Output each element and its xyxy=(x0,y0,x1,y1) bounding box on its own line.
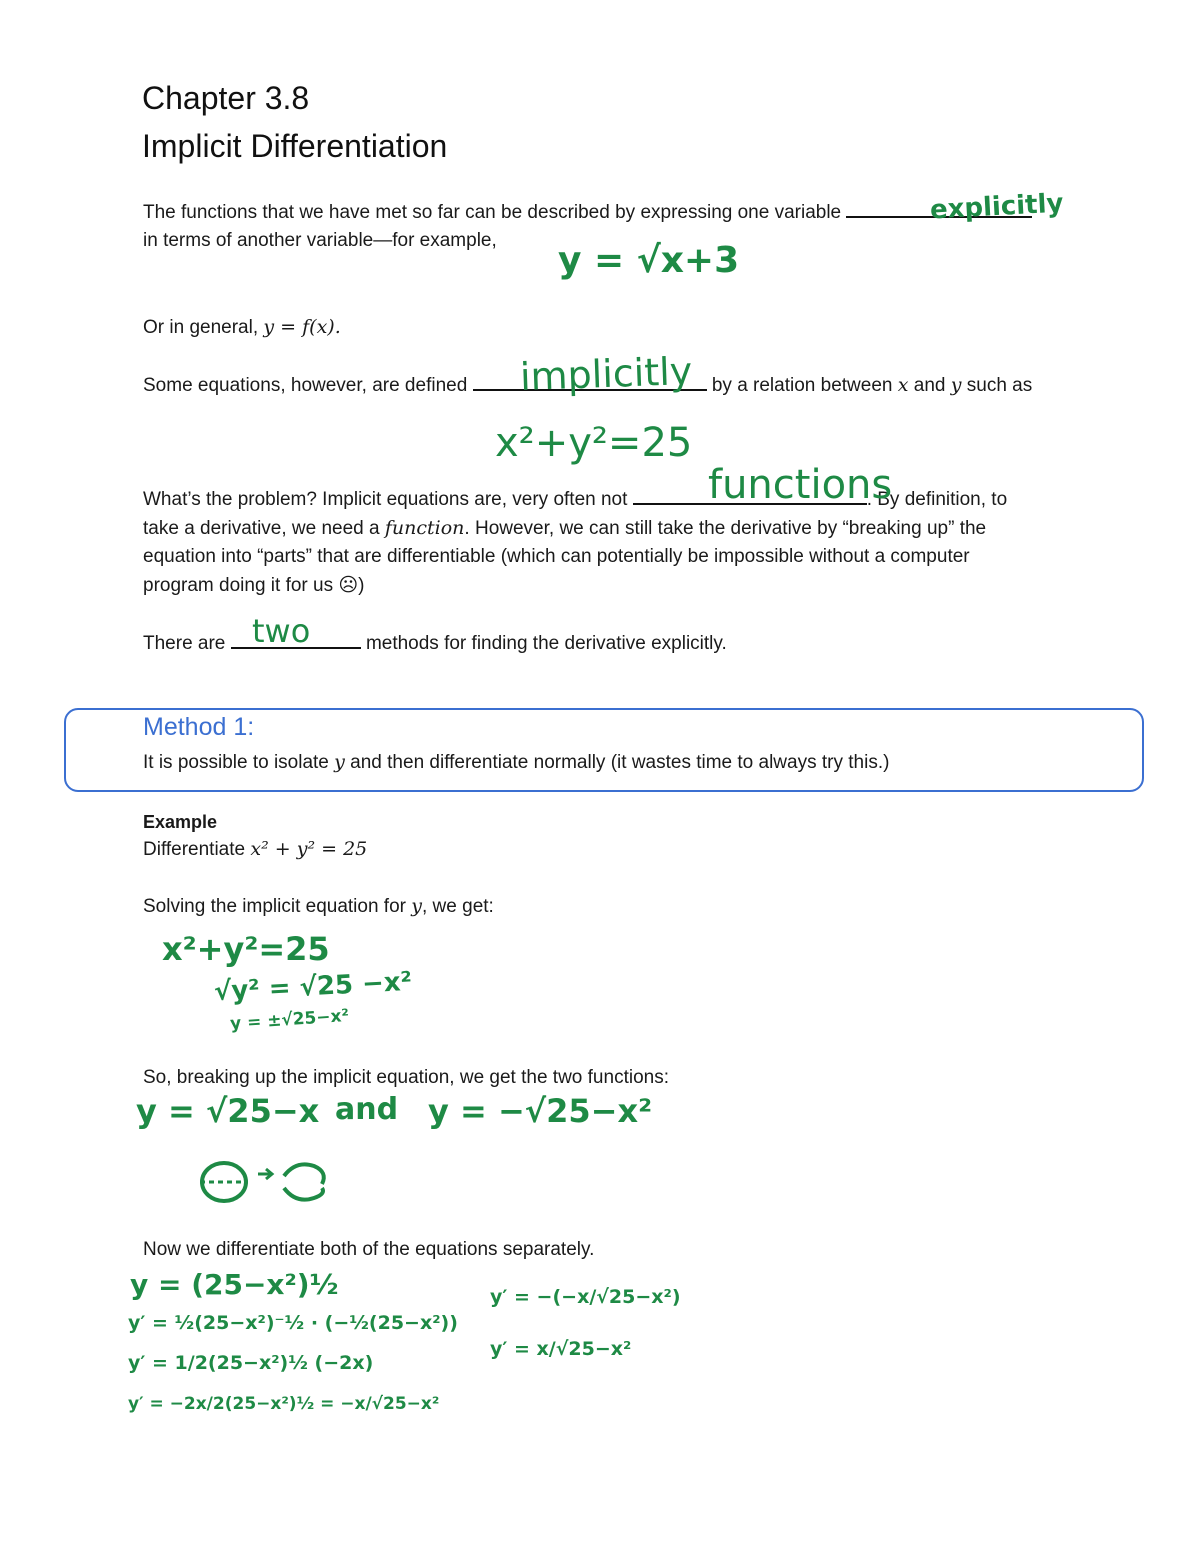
solving-line xyxy=(143,892,494,921)
chapter-title: Chapter 3.8 xyxy=(142,80,310,116)
hw-solve-step-1: x²+y²=25 xyxy=(162,930,330,968)
method-1-text-b: and then differentiate normally (it wastes time to always try this.) xyxy=(350,752,890,773)
problem-function-emphasis: function xyxy=(384,517,465,539)
general-formula: y = f(x). xyxy=(263,316,341,338)
hw-derivative-step-4: y′ = −2x/2(25−x²)½ = −x/√25−x² xyxy=(128,1394,440,1414)
implicit-suffix-2: such as xyxy=(966,375,1033,396)
method-1-text-a: It is possible to isolate xyxy=(143,752,329,773)
problem-line-3: equation into “parts” that are differentiable (which can potentially be impossible without a computer xyxy=(143,546,970,567)
solving-text-b: , we get: xyxy=(422,896,494,917)
method-1-var: y xyxy=(334,751,345,773)
solving-var: y xyxy=(411,895,422,917)
hw-function-2: y = −√25−x² xyxy=(428,1092,653,1130)
and-word: and xyxy=(913,375,946,396)
hw-derivative-step-1: y = (25−x²)½ xyxy=(130,1268,339,1301)
implicit-suffix-1: by a relation between xyxy=(711,375,893,396)
intro-line-2: in terms of another variable—for example, xyxy=(143,230,497,251)
hw-derivative-step-3: y′ = 1/2(25−x²)½ (−2x) xyxy=(128,1352,374,1374)
problem-line-2b: . However, we can still take the derivative by “breaking up” the xyxy=(464,518,987,539)
hw-derivative-right-1: y′ = −(−x/√25−x²) xyxy=(490,1286,681,1308)
problem-prefix: What’s the problem? Implicit equations are, very often not xyxy=(143,489,628,510)
problem-line-4: program doing it for us ☹) xyxy=(143,575,365,596)
topic-title: Implicit Differentiation xyxy=(142,128,448,164)
problem-line-2a: take a derivative, we need a xyxy=(143,518,380,539)
var-x: x xyxy=(897,374,909,396)
intro-line-1 xyxy=(143,198,1032,227)
method-1-text xyxy=(143,748,889,777)
example-label: Example xyxy=(143,812,218,832)
hw-solve-step-2: √y² = √25 −x² xyxy=(213,966,413,1008)
handwritten-circle-equation: x²+y²=25 xyxy=(495,420,693,466)
implicit-prefix: Some equations, however, are defined xyxy=(143,375,468,396)
now-line: Now we differentiate both of the equations separately. xyxy=(143,1239,595,1260)
hw-and: and xyxy=(335,1092,399,1127)
hw-circle-split-sketch xyxy=(196,1156,336,1208)
handwritten-sqrt-example: y = √x+3 xyxy=(558,240,740,281)
intro-text-1: The functions that we have met so far can be described by expressing one variable xyxy=(143,202,842,223)
breaking-line: So, breaking up the implicit equation, we get the two functions: xyxy=(143,1067,669,1088)
hw-derivative-right-2: y′ = x/√25−x² xyxy=(490,1338,632,1360)
solving-text-a: Solving the implicit equation for xyxy=(143,896,406,917)
example-prompt: Differentiate xyxy=(143,839,246,860)
handwritten-implicitly: implicitly xyxy=(519,349,693,399)
methods-suffix: methods for finding the derivative explicitly. xyxy=(365,633,727,654)
methods-prefix: There are xyxy=(143,633,226,654)
handwritten-functions: functions xyxy=(708,462,893,508)
example-equation: x² + y² = 25 xyxy=(250,838,368,860)
var-y: y xyxy=(950,374,962,396)
method-1-title: Method 1: xyxy=(143,713,255,741)
hw-solve-step-3: y = ±√25−x² xyxy=(229,1005,350,1035)
hw-derivative-step-2: y′ = ½(25−x²)⁻½ · (−½(25−x²)) xyxy=(128,1312,458,1334)
general-line xyxy=(143,313,341,342)
example-prompt-line xyxy=(143,835,367,864)
problem-suffix: . By definition, to xyxy=(866,489,1008,510)
methods-line xyxy=(143,629,727,658)
handwritten-two: two xyxy=(252,612,311,650)
hw-function-1: y = √25−x xyxy=(136,1092,320,1130)
handwritten-explicitly: explicitly xyxy=(929,188,1065,226)
general-text: Or in general, xyxy=(143,317,259,338)
problem-line-2 xyxy=(143,514,986,543)
